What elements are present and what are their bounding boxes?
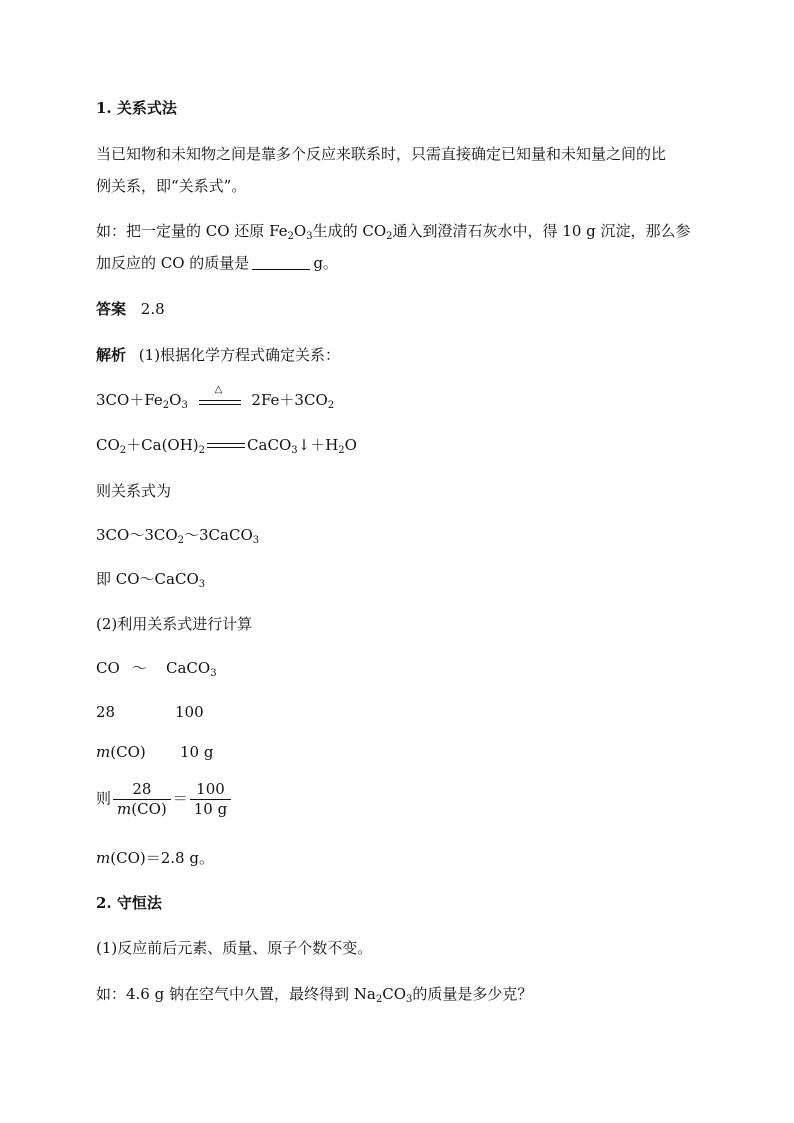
fraction-denominator: 10 g [193,800,228,818]
eq-text: (CO)＝2.8 g。 [110,849,214,867]
eq-text: (CO) [131,800,167,818]
eq-text: CO [382,985,406,1003]
fraction-numerator: 100 [190,780,231,800]
eq-text: 3CO～3CO [96,526,178,544]
intro-line-1: 当已知物和未知物之间是靠多个反应来联系时，只需直接确定已知量和未知量之间的比 [96,145,667,163]
heat-symbol: △ [214,384,223,395]
calc-mco [96,742,146,762]
example-text: O [293,222,307,240]
eq-text: ～3CaCO [184,526,253,544]
section-2-title: 守恒法 [116,894,162,912]
relation-simple [96,569,205,589]
italic-m: m [96,849,111,867]
example-text: 生成的 CO [312,222,387,240]
eq-text: O [344,436,357,454]
eq-text: 2Fe＋3CO [251,391,328,409]
eq-text: O [169,391,182,409]
subscript: 2 [375,994,383,1005]
subscript: 3 [210,668,217,679]
answer-label: 答案 [96,300,127,318]
example-line-1 [96,221,691,241]
eq-text: (CO) [110,743,146,761]
answer-value: 2.8 [140,300,165,318]
italic-m: m [96,743,111,761]
eq-text: 3CO＋Fe [96,391,163,409]
heat-reaction-arrow [199,384,241,411]
section-1-title: 关系式法 [116,99,177,117]
relation-chain [96,525,259,545]
subscript: 2 [162,400,170,411]
subscript: 3 [252,535,260,546]
calc-value-28: 28 [96,703,116,721]
subscript: 2 [327,400,335,411]
calc-tilde: ～ [132,659,148,677]
eq-text: CaCO [166,659,211,677]
section-2-number: 2. [96,894,112,912]
analysis-step-1: (1)根据化学方程式确定关系： [138,346,341,364]
eq-text: CO [96,436,120,454]
example-line-2 [96,253,338,273]
calc-header-co: CO [96,659,120,677]
calc-10g: 10 g [180,743,214,761]
analysis-label: 解析 [96,346,127,364]
italic-m: m [117,800,132,818]
subscript: 2 [198,445,206,456]
fraction-equation [96,780,233,819]
answer-line [96,299,165,319]
fraction-numerator: 28 [113,780,171,800]
calc-value-100: 100 [175,703,204,721]
section-2-heading [96,893,162,913]
fraction-1 [113,780,171,819]
answer-blank [252,255,310,270]
equals-sign: ＝ [172,789,188,808]
intro-line-2: 例关系，即“关系式”。 [96,177,247,195]
unit-text: g。 [313,254,338,272]
step-2: (2)利用关系式进行计算 [96,615,253,633]
subscript: 3 [306,231,313,242]
section-2-example [96,984,532,1004]
relation-intro: 则关系式为 [96,482,172,500]
equals-arrow [207,441,245,451]
eq-text: 即 CO～CaCO [96,570,199,588]
analysis-line [96,345,340,365]
eq-text: ↓＋H [297,436,339,454]
fraction-denominator [113,800,171,819]
fraction-2 [190,780,231,819]
subscript: 2 [386,231,393,242]
section-2-point-1: (1)反应前后元素、质量、原子个数不变。 [96,939,373,957]
section-1-number: 1. [96,99,112,117]
subscript: 3 [291,445,298,456]
subscript: 3 [181,400,188,411]
example-text: 通入到澄清石灰水中，得 10 g 沉淀，那么参 [392,222,691,240]
subscript: 2 [177,535,185,546]
example-text: 加反应的 CO 的质量是 [96,254,250,272]
subscript: 2 [338,445,345,456]
example-text: 如：把一定量的 CO 还原 Fe [96,222,288,240]
calc-header-caco3 [166,658,217,678]
calc-result [96,848,214,868]
subscript: 3 [198,579,206,590]
eq-text: CaCO [247,436,292,454]
eq-text: 的质量是多少克？ [412,985,533,1003]
eq-text: 如：4.6 g 钠在空气中久置，最终得到 Na [96,985,376,1003]
subscript: 3 [406,994,413,1005]
equation-2 [96,435,357,455]
section-1-heading [96,98,177,118]
equation-1 [96,384,335,411]
eq-text: ＋Ca(OH) [126,436,199,454]
subscript: 2 [287,231,294,242]
eq-text: 则 [96,789,112,808]
subscript: 2 [119,445,127,456]
